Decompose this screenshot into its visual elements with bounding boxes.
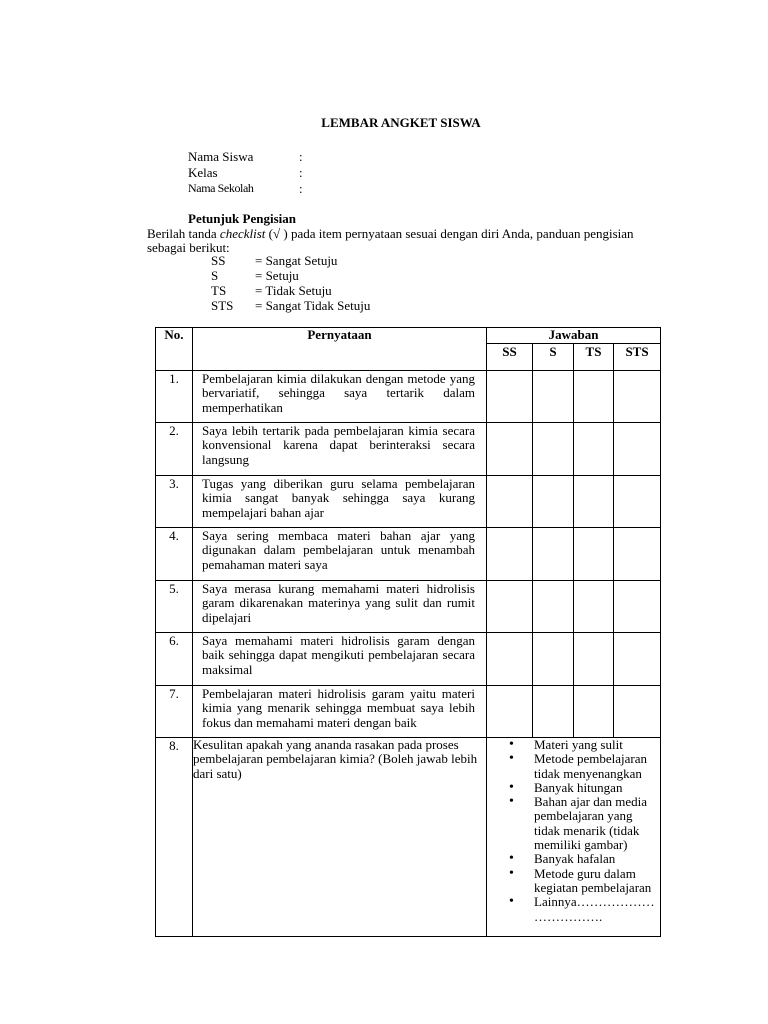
row-number: 2.	[156, 423, 193, 476]
q8-option-item[interactable]: • Banyak hafalan	[534, 852, 660, 866]
instructions-line-2: sebagai berikut:	[147, 240, 230, 255]
column-header-statement: Pernyataan	[193, 328, 487, 371]
statement-text: Saya lebih tertarik pada pembelajaran kimia secara konvensional karena dapat berinteraksi secara langsung	[193, 423, 487, 476]
q8-option-item[interactable]: • Lainnya……………… …………….	[534, 895, 660, 924]
answer-cell-ts[interactable]	[574, 476, 614, 528]
legend-meaning-ts: = Tidak Setuju	[255, 283, 332, 298]
answer-cell-ss[interactable]	[487, 371, 533, 423]
column-header-no: No.	[156, 328, 193, 371]
legend-meaning-s: = Setuju	[255, 268, 299, 283]
row-number: 6.	[156, 633, 193, 686]
answer-cell-ts[interactable]	[574, 423, 614, 476]
instructions-checklist-term: checklist	[219, 226, 266, 241]
column-header-ts: TS	[574, 344, 614, 371]
column-header-s: S	[533, 344, 574, 371]
statement-text: Tugas yang diberikan guru selama pembelajaran kimia sangat banyak sehingga saya kurang mempelajari bahan ajar	[193, 476, 487, 528]
row-number: 7.	[156, 686, 193, 738]
q8-options-list	[487, 738, 660, 924]
table-row	[156, 528, 661, 581]
answer-cell-s[interactable]	[533, 528, 574, 581]
q8-option-item[interactable]: • Materi yang sulit	[534, 738, 660, 752]
legend-code-s: S	[211, 268, 219, 283]
answer-cell-s[interactable]	[533, 633, 574, 686]
q8-options-cell	[487, 738, 661, 937]
answer-cell-ts[interactable]	[574, 371, 614, 423]
statement-text: Saya merasa kurang memahami materi hidrolisis garam dikarenakan materinya yang sulit dan rumit dipelajari	[193, 581, 487, 633]
field-nama-sekolah-colon: :	[299, 181, 303, 196]
legend-meaning-sts: = Sangat Tidak Setuju	[255, 298, 371, 313]
field-nama-sekolah-label: Nama Sekolah	[188, 181, 254, 195]
legend-meaning-ss: = Sangat Setuju	[255, 253, 338, 268]
instructions-heading: Petunjuk Pengisian	[188, 211, 296, 226]
answer-cell-sts[interactable]	[614, 686, 661, 738]
answer-cell-sts[interactable]	[614, 423, 661, 476]
column-header-ss: SS	[487, 344, 533, 371]
q8-option-item[interactable]: • Metode pembelajaran tidak menyenangkan	[534, 752, 660, 781]
legend-code-ss: SS	[211, 253, 226, 268]
statement-text: Saya memahami materi hidrolisis garam dengan baik sehingga dapat mengikuti pembelajaran secara maksimal	[193, 633, 487, 686]
answer-cell-s[interactable]	[533, 423, 574, 476]
answer-cell-s[interactable]	[533, 371, 574, 423]
table-row	[156, 423, 661, 476]
answer-cell-ss[interactable]	[487, 476, 533, 528]
page-title: LEMBAR ANGKET SISWA	[321, 115, 481, 130]
table-row	[156, 371, 661, 423]
field-nama-siswa-label: Nama Siswa	[188, 149, 254, 164]
instructions-line-1	[147, 226, 634, 241]
survey-table	[155, 327, 661, 937]
answer-cell-ss[interactable]	[487, 528, 533, 581]
row-number: 5.	[156, 581, 193, 633]
answer-cell-sts[interactable]	[614, 476, 661, 528]
q8-option-item[interactable]: • Banyak hitungan	[534, 781, 660, 795]
legend-code-ts: TS	[211, 283, 227, 298]
q8-option-item[interactable]: • Metode guru dalam kegiatan pembelajaran	[534, 867, 660, 896]
statement-text: Pembelajaran kimia dilakukan dengan metode yang bervariatif, sehingga saya tertarik dalam memperhatikan	[193, 371, 487, 423]
answer-cell-ss[interactable]	[487, 633, 533, 686]
field-kelas-colon: :	[299, 165, 303, 180]
instructions-line-1-start: Berilah tanda	[147, 226, 220, 241]
table-row	[156, 633, 661, 686]
q8-option-item[interactable]: • Bahan ajar dan media pembelajaran yang tidak menarik (tidak memiliki gambar)	[534, 795, 660, 852]
answer-cell-s[interactable]	[533, 581, 574, 633]
answer-cell-ss[interactable]	[487, 581, 533, 633]
answer-cell-sts[interactable]	[614, 528, 661, 581]
instructions-line-1-end: (√ ) pada item pernyataan sesuai dengan diri Anda, panduan pengisian	[265, 226, 634, 241]
legend-code-sts: STS	[211, 298, 234, 313]
row-number: 1.	[156, 371, 193, 423]
answer-cell-ts[interactable]	[574, 581, 614, 633]
q8-question-text: Kesulitan apakah yang ananda rasakan pada proses pembelajaran pembelajaran kimia? (Boleh jawab lebih dari satu)	[193, 738, 487, 937]
column-header-answer: Jawaban	[487, 328, 661, 344]
column-header-sts: STS	[614, 344, 661, 371]
answer-cell-sts[interactable]	[614, 633, 661, 686]
answer-cell-ts[interactable]	[574, 528, 614, 581]
answer-cell-s[interactable]	[533, 476, 574, 528]
answer-cell-sts[interactable]	[614, 581, 661, 633]
table-row-q8	[156, 738, 661, 937]
table-row	[156, 476, 661, 528]
statement-text: Saya sering membaca materi bahan ajar yang digunakan dalam pembelajaran untuk menambah pemahaman materi saya	[193, 528, 487, 581]
field-kelas-label: Kelas	[188, 165, 218, 180]
table-row	[156, 581, 661, 633]
answer-cell-s[interactable]	[533, 686, 574, 738]
row-number: 3.	[156, 476, 193, 528]
answer-cell-ss[interactable]	[487, 423, 533, 476]
answer-cell-ss[interactable]	[487, 686, 533, 738]
field-nama-siswa-colon: :	[299, 149, 303, 164]
statement-text: Pembelajaran materi hidrolisis garam yaitu materi kimia yang menarik sehingga membuat saya lebih fokus dan memahami materi dengan baik	[193, 686, 487, 738]
answer-cell-ts[interactable]	[574, 633, 614, 686]
answer-cell-ts[interactable]	[574, 686, 614, 738]
row-number: 8.	[156, 738, 193, 937]
row-number: 4.	[156, 528, 193, 581]
answer-cell-sts[interactable]	[614, 371, 661, 423]
table-row	[156, 686, 661, 738]
